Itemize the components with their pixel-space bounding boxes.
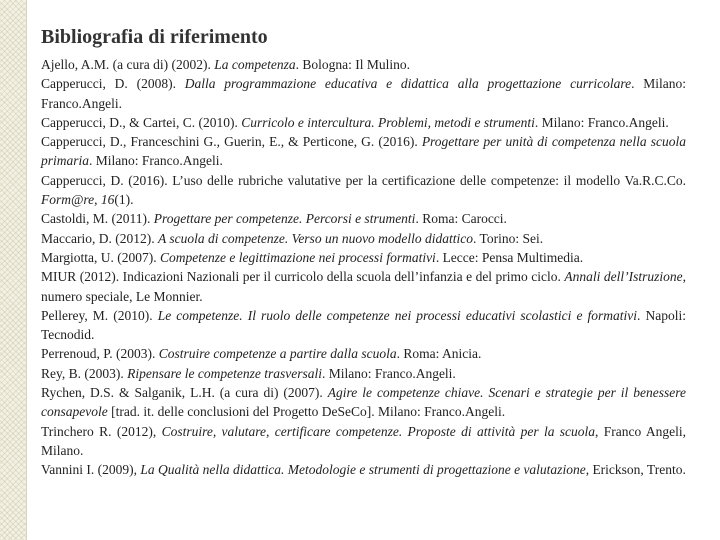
reference-italic: La Qualità nella didattica. Metodologie e strumenti di progettazione e valutazione	[140, 462, 586, 478]
reference-text: . Milano: Franco.Angeli.	[534, 114, 669, 130]
reference-item	[41, 460, 686, 479]
reference-text: Pellerey, M. (2010).	[41, 307, 158, 323]
reference-item	[41, 306, 686, 345]
reference-item	[41, 209, 686, 228]
reference-item	[41, 229, 686, 248]
reference-italic: Ripensare le competenze trasversali	[127, 365, 322, 381]
reference-text: . Milano: Franco.Angeli.	[321, 365, 456, 381]
reference-item	[41, 248, 686, 267]
reference-text: (1).	[114, 192, 134, 208]
reference-italic: Annali dell’Istruzione	[564, 269, 683, 285]
reference-italic: Form@re	[41, 192, 95, 208]
reference-italic: Costruire competenze a partire dalla scuola	[158, 346, 397, 362]
reference-text: Capperucci, D., & Cartei, C. (2010).	[41, 114, 242, 130]
reference-item	[41, 55, 686, 74]
reference-item	[41, 132, 686, 171]
reference-text: Rey, B. (2003).	[41, 365, 128, 381]
reference-italic: A scuola di competenze. Verso un nuovo modello didattico	[157, 230, 474, 246]
reference-text: . Torino: Sei.	[473, 230, 544, 246]
reference-text: . Milano: Franco.Angeli.	[41, 76, 687, 111]
reference-text: Perrenoud, P. (2003).	[41, 346, 159, 362]
reference-text: , Franco Angeli, Milano.	[41, 423, 686, 458]
decorative-side-strip	[0, 0, 26, 540]
reference-italic: Dalla programmazione educativa e didattica alla progettazione curricolare	[184, 76, 632, 92]
reference-text: . Bologna: Il Mulino.	[295, 57, 410, 72]
reference-italic: Curricolo e intercultura. Problemi, metodi e strumenti	[241, 114, 535, 130]
reference-text: . Milano: Franco.Angeli.	[89, 153, 223, 169]
reference-italic: Progettare per unità di competenza nella scuola primaria	[41, 134, 686, 169]
reference-text: MIUR (2012). Indicazioni Nazionali per il curricolo della scuola dell’infanzia e del primo ciclo.	[41, 269, 565, 285]
reference-item	[41, 344, 686, 363]
side-divider	[26, 0, 27, 540]
reference-item	[41, 171, 686, 210]
reference-text: Capperucci, D. (2016). L’uso delle rubriche valutative per la certificazione delle competenze: il modello Va.R.C.Co.	[41, 172, 686, 188]
reference-italic: Le competenze. Il ruolo delle competenze nei processi educativi scolastici e formativi	[157, 307, 638, 323]
reference-text: ,	[94, 192, 101, 208]
reference-text: Capperucci, D. (2008).	[41, 76, 185, 92]
reference-list	[41, 55, 686, 480]
reference-italic: Competenze e legittimazione nei processi formativi	[159, 249, 436, 265]
reference-item	[41, 383, 686, 422]
reference-text: Vannini I. (2009),	[41, 462, 141, 478]
reference-volume: 16	[100, 192, 115, 208]
reference-text: Trinchero R. (2012),	[41, 423, 162, 439]
reference-text: . Napoli: Tecnodid.	[41, 307, 686, 343]
reference-italic: Costruire, valutare, certificare competenze. Proposte di attività per la scuola	[161, 423, 596, 439]
reference-text: Castoldi, M. (2011).	[41, 211, 154, 227]
reference-text: Capperucci, D., Franceschini G., Guerin, E., & Perticone, G. (2016).	[41, 134, 422, 150]
reference-item	[41, 267, 686, 306]
reference-text: Margiotta, U. (2007).	[41, 249, 160, 265]
reference-item	[41, 74, 686, 113]
reference-text: . Roma: Carocci.	[415, 211, 507, 227]
reference-item	[41, 422, 686, 461]
reference-text: [trad. it. delle conclusioni del Progetto DeSeCo]. Milano: Franco.Angeli.	[107, 404, 506, 420]
reference-text: , Erickson, Trento.	[585, 462, 686, 478]
reference-text: , numero speciale, Le Monnier.	[41, 269, 686, 304]
reference-text: Ajello, A.M. (a cura di) (2002).	[41, 57, 215, 72]
reference-text: . Roma: Anicia.	[396, 346, 482, 362]
reference-item	[41, 113, 686, 132]
reference-text: Maccario, D. (2012).	[41, 230, 158, 246]
reference-item	[41, 364, 686, 383]
reference-italic: Agire le competenze chiave. Scenari e strategie per il benessere consapevole	[41, 385, 686, 420]
page-title: Bibliografia di riferimento	[41, 26, 268, 48]
reference-italic: Progettare per competenze. Percorsi e strumenti	[153, 211, 416, 227]
reference-text: Rychen, D.S. & Salganik, L.H. (a cura di) (2007).	[41, 385, 328, 401]
reference-italic: La competenza	[214, 57, 296, 72]
reference-text: . Lecce: Pensa Multimedia.	[435, 249, 584, 265]
